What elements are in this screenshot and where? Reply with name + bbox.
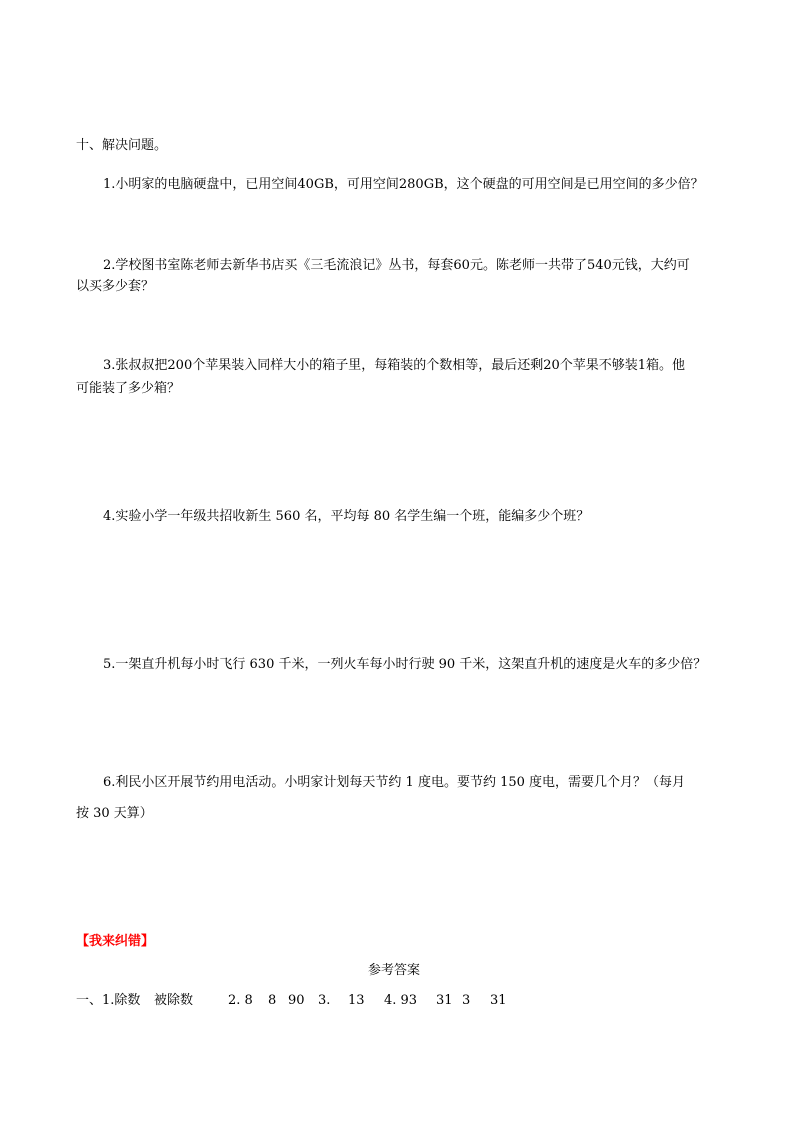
section-title: 十、解决问题。 xyxy=(76,138,168,153)
answer-item: 3. xyxy=(318,993,331,1008)
answers-line xyxy=(76,992,507,1010)
answer-item: 被除数 xyxy=(154,993,194,1008)
question-1: 1.小明家的电脑硬盘中，已用空间40GB，可用空间280GB，这个硬盘的可用空间是已用空间的多少倍？ xyxy=(103,177,704,192)
answer-item: 一、1.除数 xyxy=(76,993,141,1008)
answer-item: 31 xyxy=(436,993,453,1008)
question-5: 5.一架直升机每小时飞行 630 千米，一列火车每小时行驶 90 千米，这架直升机的速度是火车的多少倍？ xyxy=(103,657,707,672)
corrections-heading: 【我来纠错】 xyxy=(76,934,155,949)
answer-item: 8 xyxy=(268,993,277,1008)
answer-item: 4. 93 xyxy=(384,993,418,1008)
question-6-line-2: 按 30 天算） xyxy=(76,806,153,821)
answer-item: 31 xyxy=(490,993,507,1008)
answer-item: 2. 8 xyxy=(228,993,253,1008)
question-6-line-1: 6.利民小区开展节约用电活动。小明家计划每天节约 1 度电。要节约 150 度电，需要几个月？（每月 xyxy=(103,775,686,790)
question-3-line-1: 3.张叔叔把200个苹果装入同样大小的箱子里，每箱装的个数相等，最后还剩20个苹果不够装1箱。他 xyxy=(103,358,686,373)
answers-title: 参考答案 xyxy=(368,963,421,978)
answer-item: 13 xyxy=(348,993,365,1008)
question-3-line-2: 可能装了多少箱？ xyxy=(76,381,181,396)
question-2-line-1: 2.学校图书室陈老师去新华书店买《三毛流浪记》丛书，每套60元。陈老师一共带了540元钱，大约可 xyxy=(103,258,690,273)
answer-item: 3 xyxy=(462,993,471,1008)
question-4: 4.实验小学一年级共招收新生 560 名，平均每 80 名学生编一个班，能编多少个班？ xyxy=(103,509,590,524)
question-2-line-2: 以买多少套？ xyxy=(76,279,155,294)
answer-item: 90 xyxy=(288,993,305,1008)
